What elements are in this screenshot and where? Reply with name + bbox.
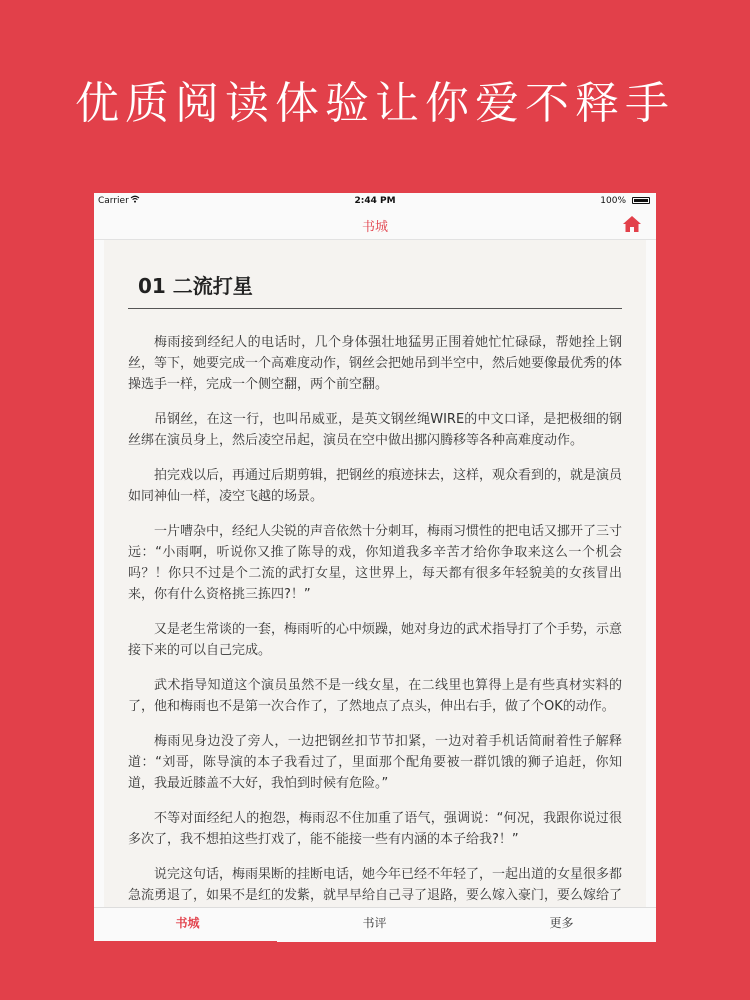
tab-label: 书城: [175, 916, 200, 930]
chapter-title: 01 二流打星: [138, 274, 253, 298]
tab-bar: [94, 907, 656, 942]
battery-percent: 100%: [600, 196, 626, 206]
active-tab-indicator: [94, 941, 277, 942]
paragraph: 说完这句话，梅雨果断的挂断电话，她今年已经不年轻了，一起出道的女星很多都急流勇退了，如果不是红的发紫，就早早给自己寻了退路，要么嫁入豪门，要么嫁给了: [128, 867, 623, 903]
reader-page[interactable]: [104, 240, 646, 907]
paragraph: 不等对面经纪人的抱怨，梅雨忍不住加重了语气，强调说：“何况，我跟你说过很多次了，我不想拍这些打戏了，能不能接一些有内涵的本子给我?！”: [128, 811, 622, 847]
chapter-body: [128, 332, 622, 907]
battery-icon: [632, 197, 650, 204]
carrier-label: Carrier: [98, 196, 129, 206]
chapter-divider: [128, 308, 622, 309]
tab-label: 书评: [362, 916, 387, 930]
paragraph: 拍完戏以后，再通过后期剪辑，把钢丝的痕迹抹去，这样，观众看到的，就是演员如同神仙一样，凌空飞越的场景。: [128, 468, 623, 504]
nav-title: 书城: [361, 220, 388, 235]
paragraph: 梅雨接到经纪人的电话时，几个身体强壮地猛男正围着她忙忙碌碌，帮她拴上钢丝，等下，她要完成一个高难度动作，钢丝会把她吊到半空中，然后她要像最优秀的体操选手一样，完成一个侧空翻，两个前空翻。: [128, 335, 623, 392]
paragraph: 吊钢丝，在这一行，也叫吊威亚，是英文钢丝绳WIRE的中文口译，是把极细的钢丝绑在演员身上，然后凌空吊起，演员在空中做出挪闪腾移等各种高难度动作。: [128, 412, 622, 448]
paragraph: 一片嘈杂中，经纪人尖锐的声音依然十分刺耳，梅雨习惯性的把电话又挪开了三寸远：“小雨啊，听说你又推了陈导的戏，你知道我多辛苦才给你争取来这么一个机会吗？！你只不过是个二流的武打女星，这世界上，每天都有很多年轻貌美的女孩冒出来，你有什么资格挑三拣四?！”: [128, 524, 623, 602]
paragraph: 梅雨见身边没了旁人，一边把钢丝扣节节扣紧，一边对着手机话简耐着性子解释道：“刘哥，陈导演的本子我看过了，里面那个配角要被一群饥饿的狮子追赶，你知道，我最近膝盖不大好，我怕到时候有危险。”: [128, 734, 622, 791]
tab-bookstore[interactable]: [94, 908, 281, 942]
app-screen: [94, 193, 656, 942]
tab-reviews[interactable]: [281, 908, 468, 942]
paragraph: 又是老生常谈的一套，梅雨听的心中烦躁，她对身边的武术指导打了个手势，示意接下来的可以自己完成。: [128, 622, 623, 658]
paragraph: 武术指导知道这个演员虽然不是一线女星，在二线里也算得上是有些真材实料的了，他和梅雨也不是第一次合作了，了然地点了点头，伸出右手，做了个OK的动作。: [128, 678, 622, 714]
promo-headline: 优质阅读体验让你爱不释手: [75, 78, 675, 129]
nav-bar: [94, 209, 656, 240]
home-icon[interactable]: [622, 215, 642, 233]
tab-more[interactable]: [468, 908, 655, 942]
status-bar: [94, 193, 656, 209]
tab-label: 更多: [549, 916, 574, 930]
status-time: 2:44 PM: [354, 196, 396, 206]
